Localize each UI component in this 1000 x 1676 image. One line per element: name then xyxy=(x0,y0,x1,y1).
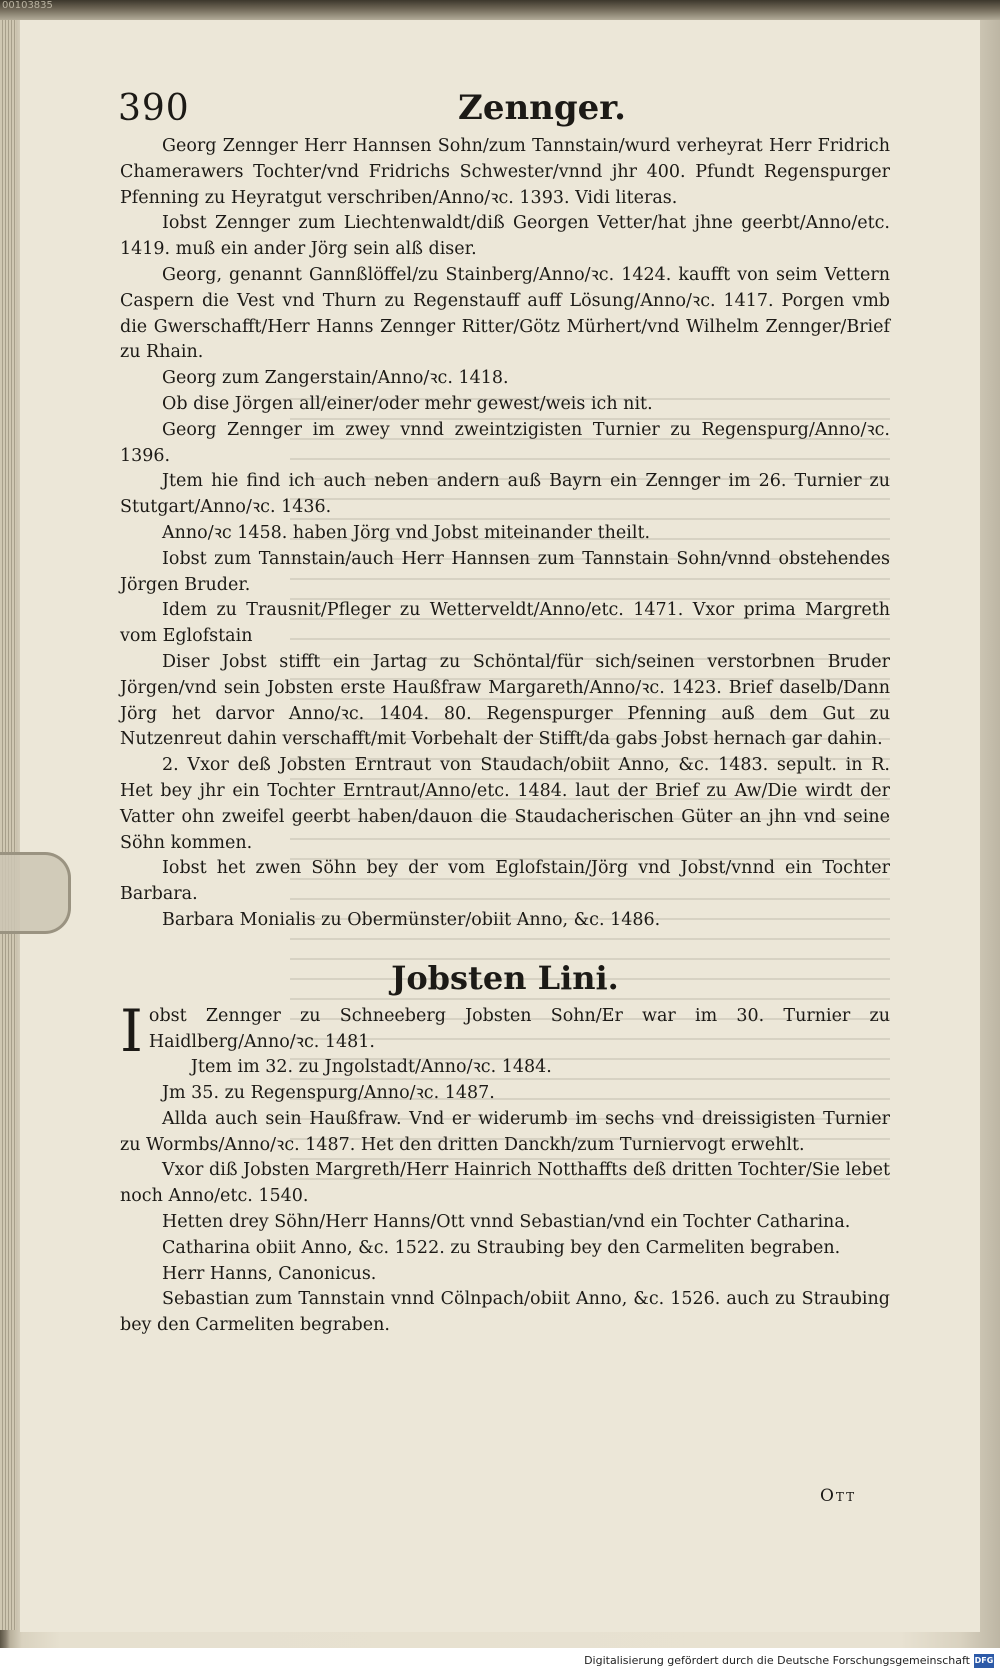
section-first-paragraph xyxy=(120,996,890,1065)
digitization-footer xyxy=(0,1648,1000,1676)
paragraph: 2. Vxor deß Jobsten Erntraut von Staudach/obiit Anno, &c. 1483. sepult. in R. Het bey jhr ein Tochter Erntraut/Anno/etc. 1484. laut der Brief zu Aw/Die wirdt der Vatter ohn zweifel geerbt haben/dauon die Staudacherischen Güter an jhn vnd seine Söhn kommen. xyxy=(120,755,890,853)
paragraph: Idem zu Trausnit/Pfleger zu Wetterveldt/Anno/etc. 1471. Vxor prima Margreth vom Eglofstain xyxy=(120,600,890,647)
paragraph: Iobst het zwen Söhn bey der vom Eglofstain/Jörg vnd Jobst/vnnd ein Tochter Barbara. xyxy=(120,858,890,905)
paragraph: Georg Zennger im zwey vnnd zweintzigisten Turnier zu Regenspurg/Anno/ꝛc. 1396. xyxy=(120,419,890,466)
page-body xyxy=(120,134,890,1339)
paragraph: Herr Hanns, Canonicus. xyxy=(162,1263,377,1284)
page-number: 390 xyxy=(118,88,190,129)
section-heading: Jobsten Lini. xyxy=(391,958,619,997)
paragraph: Allda auch sein Haußfraw. Vnd er widerumb im sechs vnd dreissigisten Turnier zu Wormbs/Anno/ꝛc. 1487. Het den dritten Danckh/zum Turniervogt erwehlt. xyxy=(120,1108,890,1155)
paragraph: Sebastian zum Tannstain vnnd Cölnpach/obiit Anno, &c. 1526. auch zu Straubing bey den Carmeliten begraben. xyxy=(120,1289,890,1336)
paragraph: Ob dise Jörgen all/einer/oder mehr gewest/weis ich nit. xyxy=(162,393,653,414)
page-clip xyxy=(0,852,71,934)
paragraph: Catharina obiit Anno, &c. 1522. zu Straubing bey den Carmeliten begraben. xyxy=(162,1237,841,1258)
paragraph: Iobst zum Tannstain/auch Herr Hannsen zum Tannstain Sohn/vnnd obstehendes Jörgen Bruder. xyxy=(120,548,890,595)
book-page-edges xyxy=(0,20,16,1630)
paragraph: Vxor diß Jobsten Margreth/Herr Hainrich Notthaffts deß dritten Tochter/Sie lebet noch Anno/etc. 1540. xyxy=(120,1160,890,1207)
footer-credit: Digitalisierung gefördert durch die Deutsche Forschungsgemeinschaft xyxy=(584,1654,970,1667)
paragraph: Georg Zennger Herr Hannsen Sohn/zum Tannstain/wurd verheyrat Herr Fridrich Chamerawers Tochter/vnd Fridrichs Schwester/vnnd jhr 400. Pfundt Regenspurger Pfenning zu Heyratgut verschriben/Anno/ꝛc. 1393. Vidi literas. xyxy=(120,136,890,208)
paragraph: Jtem hie find ich auch neben andern auß Bayrn ein Zennger im 26. Turnier zu Stutgart/Anno/ꝛc. 1436. xyxy=(120,471,890,518)
page-header xyxy=(118,88,878,132)
paragraph: Anno/ꝛc 1458. haben Jörg vnd Jobst miteinander theilt. xyxy=(162,522,651,543)
paragraph: Barbara Monialis zu Obermünster/obiit Anno, &c. 1486. xyxy=(162,909,661,930)
paragraph: Hetten drey Söhn/Herr Hanns/Ott vnnd Sebastian/vnd ein Tochter Catharina. xyxy=(162,1212,851,1233)
paragraph: Diser Jobst stifft ein Jartag zu Schöntal/für sich/seinen verstorbnen Bruder Jörgen/vnd sein Jobsten erste Haußfraw Margareth/Anno/ꝛc. 1423. Brief daselb/Dann Jörg het darvor Anno/ꝛc. 1404. 80. Regenspurger Pfenning auß dem Gut zu Nutzenreut dahin verschafft/mit Vorbehalt der Stifft/da gabs Jobst hernach gar dahin. xyxy=(120,651,890,750)
paragraph: Jm 35. zu Regenspurg/Anno/ꝛc. 1487. xyxy=(162,1083,495,1104)
running-title: Zennger. xyxy=(458,88,626,128)
paragraph: Jtem im 32. zu Jngolstadt/Anno/ꝛc. 1484. xyxy=(190,1057,552,1078)
drop-cap: I xyxy=(120,996,143,1065)
catchword: Ott xyxy=(820,1486,857,1506)
dfg-logo-icon: DFG xyxy=(974,1654,994,1668)
scan-top-edge xyxy=(0,0,1000,20)
paragraph: Georg, genannt Gannßlöffel/zu Stainberg/Anno/ꝛc. 1424. kaufft von seim Vettern Caspern die Vest vnd Thurn zu Regenstauff auff Lösung/Anno/ꝛc. 1417. Porgen vmb die Gwerschafft/Herr Hanns Zennger Ritter/Götz Mürhert/vnd Wilhelm Zennger/Brief zu Rhain. xyxy=(120,264,890,363)
paragraph: Georg zum Zangerstain/Anno/ꝛc. 1418. xyxy=(162,368,509,389)
scan-id: 00103835 xyxy=(2,0,53,11)
paragraph: Iobst Zennger zum Liechtenwaldt/diß Georgen Vetter/hat jhne geerbt/Anno/etc. 1419. muß ein ander Jörg sein alß diser. xyxy=(120,213,890,260)
paragraph-text: obst Zennger zu Schneeberg Jobsten Sohn/Er war im 30. Turnier zu Haidlberg/Anno/ꝛc. 1481. xyxy=(148,1005,890,1052)
